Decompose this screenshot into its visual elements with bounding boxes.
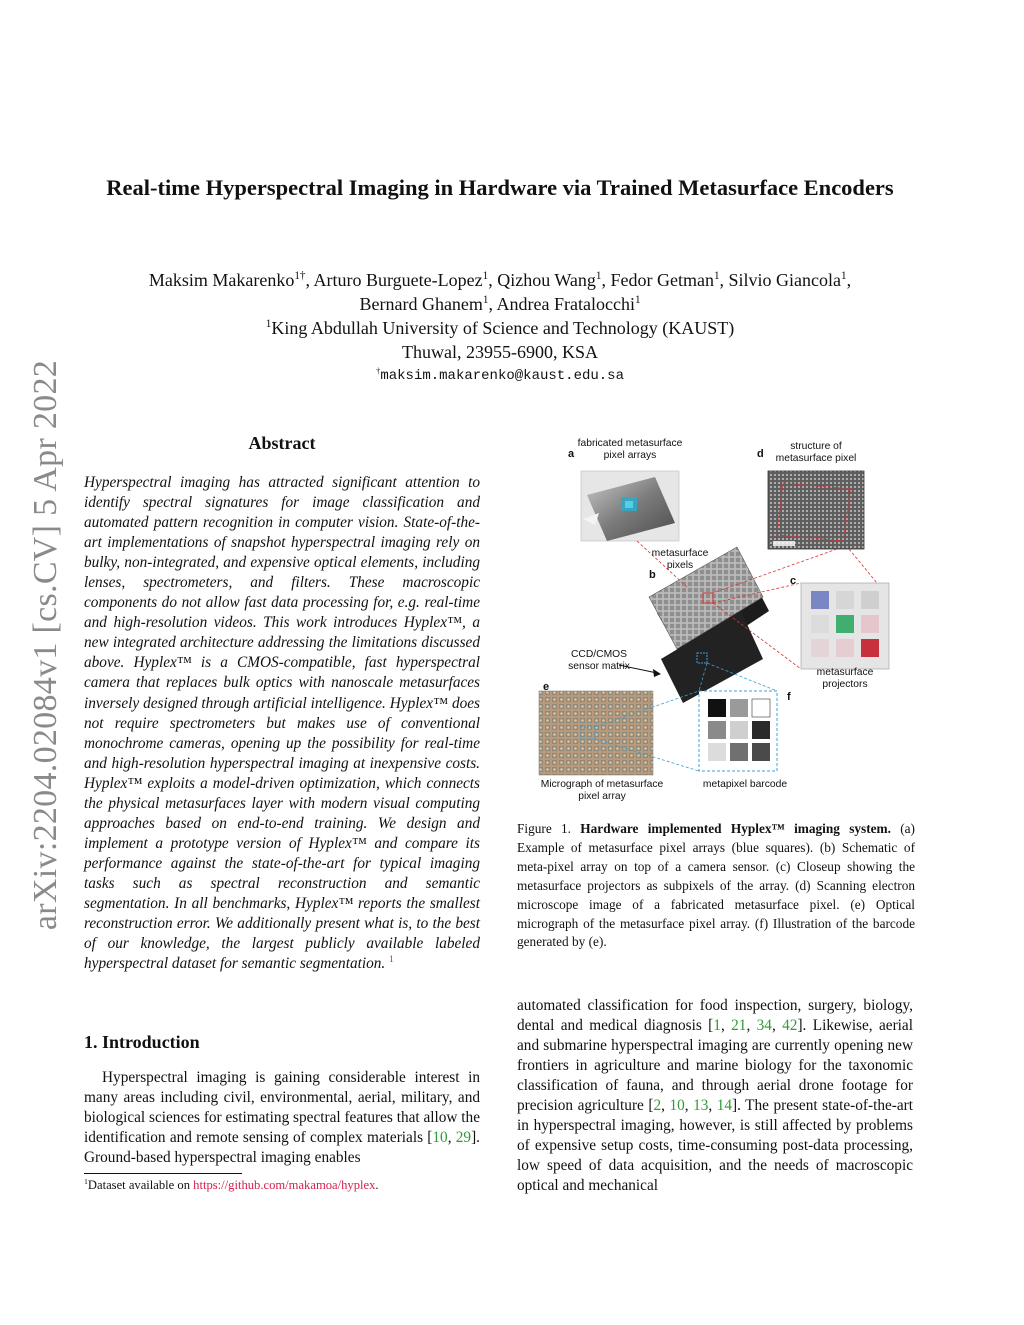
citation-link[interactable]: 21 — [731, 1017, 747, 1035]
panel-f-barcode — [699, 691, 777, 771]
figure-1 — [537, 437, 907, 805]
email-address[interactable]: maksim.makarenko@kaust.edu.sa — [380, 368, 624, 384]
label-ccd-line2: sensor matrix — [568, 661, 630, 672]
author-affiliation-mark: 1 — [482, 294, 489, 306]
caption-prefix: Figure 1. — [517, 821, 581, 836]
letter-b: b — [649, 569, 656, 581]
label-b-line1: metasurface — [651, 548, 709, 559]
intro-text: ]. Ground-based hyperspectral imaging enables — [84, 1129, 480, 1167]
citation-link[interactable]: 1 — [713, 1017, 721, 1035]
body-text: automated classification for food inspection, surgery, biology, dental and medical diagnosis [ — [517, 997, 913, 1035]
panel-c-projectors — [801, 583, 889, 669]
citation-link[interactable]: 29 — [455, 1129, 472, 1147]
footnote-end: . — [375, 1178, 379, 1192]
footnote — [84, 1178, 379, 1193]
abstract-text — [84, 473, 480, 974]
section-heading-introduction: 1. Introduction — [84, 1032, 200, 1052]
letter-e: e — [543, 681, 550, 693]
author-list — [90, 268, 910, 316]
citation-link[interactable]: 42 — [782, 1017, 798, 1035]
author-separator: , — [846, 270, 852, 290]
abstract-paragraph: Hyperspectral imaging has attracted significant attention to identify spectral signatures for image classification and automated pattern recognition in computer vision. State-of-the-art implementations of snapshot hyperspectral imaging rely on bulky, non-integrated, and expensive optical elements, including lenses, spectrometers, and filters. These macroscopic components do not allow fast data processing for, e.g. real-time and high-resolution videos. This work introduces Hyplex™, a new integrated architecture addressing the limitations discussed above. Hyplex™ is a CMOS-compatible, fast hyperspectral camera that replaces bulk optics with nanoscale metasurfaces inversely designed through artificial intelligence. Hyplex™ does not require spectrometers but makes use of conventional monochrome cameras, opening up the possibility for real-time and high-resolution hyperspectral imaging at inexpensive costs. Hyplex™ exploits a model-driven optimization, which connects the physical metasurfaces layer with modern visual computing approaches based on end-to-end training. We design and implement a prototype version of Hyplex™ and compare its performance against the state-of-the-art for typical imaging tasks such as spectral reconstruction and semantic segmentation. In all benchmarks, Hyplex™ reports the smallest reconstruction error. We additionally present what is, to the best of our knowledge, the largest publicly available labeled hyperspectral dataset for semantic segmentation. — [84, 474, 480, 973]
citation-link[interactable]: 13 — [693, 1097, 709, 1115]
author-affiliation-mark: 1 — [482, 270, 489, 282]
label-ccd — [559, 649, 639, 673]
footnote-divider — [84, 1173, 242, 1174]
contact-email — [200, 365, 800, 384]
label-d — [763, 441, 869, 465]
citation-link[interactable]: 10 — [432, 1129, 448, 1147]
arxiv-identifier: arXiv:2204.02084v1 [cs.CV] 5 Apr 2022 — [27, 360, 64, 930]
author-name: Bernard Ghanem — [359, 294, 483, 314]
citation-link[interactable]: 10 — [669, 1097, 685, 1115]
label-d-line1: structure of — [790, 441, 842, 452]
dataset-link[interactable]: https://github.com/makamoa/hyplex — [193, 1178, 376, 1192]
abstract-heading: Abstract — [248, 433, 316, 453]
introduction-paragraph — [84, 1068, 480, 1168]
citation-separator: , — [661, 1097, 670, 1115]
introduction-continued-paragraph — [517, 996, 913, 1196]
label-e-line2: pixel array — [578, 791, 626, 802]
author-name: Maksim Makarenko — [148, 270, 295, 290]
citation-separator: , — [447, 1129, 456, 1147]
caption-title: Hardware implemented Hyplex™ imaging system. — [580, 821, 891, 836]
author-name: , Silvio Giancola — [719, 270, 842, 290]
author-affiliation-mark: 1 — [634, 294, 641, 306]
author-name: , Arturo Burguete-Lopez — [305, 270, 483, 290]
body-text: ]. Likewise, aerial and submarine hyperspectral imaging are currently opening new frontiers in agriculture and marine biology for the taxonomic classification of fauna, and through aerial drone footage for precision agriculture [ — [517, 1017, 913, 1115]
email-mark: † — [376, 365, 381, 376]
letter-d: d — [757, 448, 764, 460]
label-a-line2: pixel arrays — [603, 450, 657, 461]
citation-separator: , — [771, 1017, 783, 1035]
citation-separator: , — [720, 1017, 732, 1035]
author-affiliation-mark: 1† — [294, 270, 306, 282]
author-name: , Andrea Fratalocchi — [488, 294, 635, 314]
citation-separator: , — [746, 1017, 757, 1035]
paper-title: Real-time Hyperspectral Imaging in Hardware via Trained Metasurface Encoders — [106, 175, 894, 200]
label-c-line2: projectors — [822, 679, 868, 690]
letter-a: a — [568, 448, 575, 460]
panel-d-sem-image — [768, 471, 864, 549]
arxiv-stamp — [16, 360, 76, 930]
figure-illustration — [537, 437, 907, 805]
citation-link[interactable]: 34 — [756, 1017, 772, 1035]
figure-caption — [517, 820, 915, 952]
citation-separator: , — [684, 1097, 694, 1115]
label-c-line1: metasurface — [816, 667, 874, 678]
caption-text: (a) Example of metasurface pixel arrays (blue squares). (b) Schematic of meta-pixel array on top of a camera sensor. (c) Closeup showing the metasurface projectors as subpixels of the array. (d) Scanning electron microscope image of a fabricated metasurface pixel. (e) Optical micrograph of the metasurface pixel array. (f) Illustration of the barcode generated by (e). — [517, 821, 915, 950]
author-affiliation-mark: 1 — [595, 270, 602, 282]
label-a — [565, 438, 695, 462]
label-f: metapixel barcode — [702, 779, 788, 790]
label-e — [537, 779, 667, 803]
intro-text: Hyperspectral imaging is gaining considerable interest in many areas including civil, environmental, aerial, military, and biological sciences for estimating spectral features that allow the identification and remote sensing of complex materials [ — [84, 1069, 480, 1147]
label-ccd-line1: CCD/CMOS — [570, 649, 628, 660]
citation-link[interactable]: 14 — [716, 1097, 733, 1115]
body-text: ]. The present state-of-the-art in hyperspectral imaging, however, is still affected by problems of expensive setup costs, time-consuming post-data processing, low speed of data acquisition, and the needs of macroscopic optical and mechanical — [517, 1097, 914, 1195]
letter-c: c — [790, 575, 797, 587]
footnote-number: 1 — [84, 1176, 88, 1186]
label-c — [801, 667, 889, 691]
affiliation-name: King Abdullah University of Science and Technology (KAUST) — [271, 318, 735, 338]
panel-a-photo — [581, 471, 679, 541]
footnote-text: Dataset available on — [87, 1178, 194, 1192]
affiliation-address: Thuwal, 23955-6900, KSA — [402, 342, 598, 362]
label-d-line2: metasurface pixel — [775, 453, 857, 464]
letter-f: f — [787, 691, 791, 703]
affiliation-mark: 1 — [265, 318, 272, 330]
panel-e-micrograph — [539, 691, 653, 775]
label-b-line2: pixels — [666, 560, 694, 571]
author-name: , Fedor Getman — [601, 270, 714, 290]
citation-separator: , — [708, 1097, 717, 1115]
label-e-line1: Micrograph of metasurface — [540, 779, 664, 790]
footnote-mark[interactable]: 1 — [389, 955, 394, 966]
author-affiliation-mark: 1 — [713, 270, 720, 282]
author-name: , Qizhou Wang — [488, 270, 596, 290]
author-affiliation-mark: 1 — [841, 270, 847, 282]
citation-link[interactable]: 2 — [653, 1097, 662, 1115]
affiliation — [200, 316, 800, 364]
label-a-line1: fabricated metasurface — [577, 438, 683, 449]
